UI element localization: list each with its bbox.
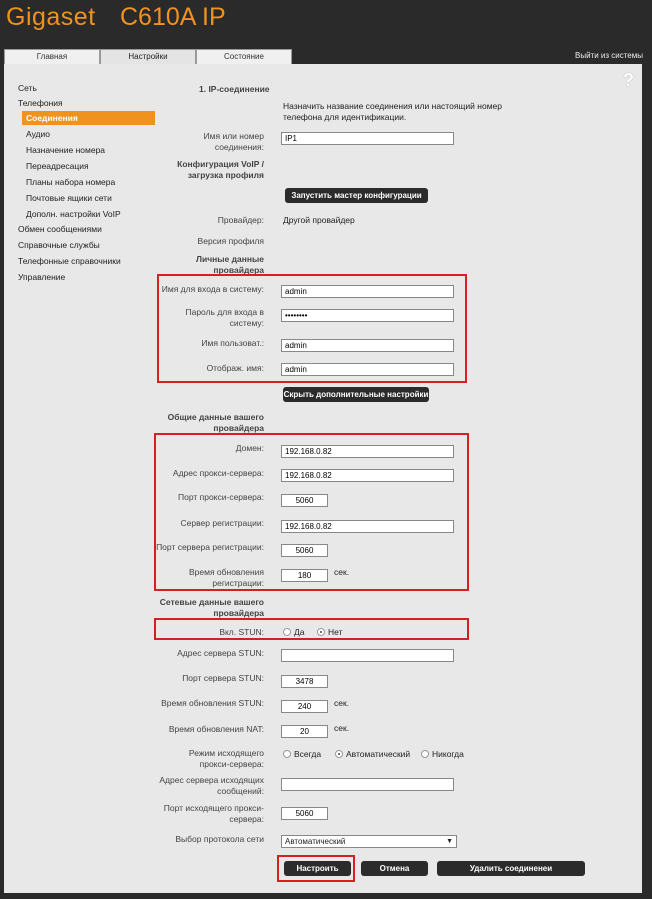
display-name-input[interactable]: admin: [281, 363, 454, 376]
proxy-address-input[interactable]: 192.168.0.82: [281, 469, 454, 482]
login-label: Имя для входа в систему:: [161, 284, 264, 294]
radio-selected-icon: [335, 750, 343, 758]
mode-always-radio[interactable]: Всегда: [283, 749, 321, 759]
password-label: Пароль для входа в систему:: [185, 307, 264, 328]
delete-connection-button[interactable]: Удалить соединенеи: [437, 861, 585, 876]
outbound-address-label: Адрес сервера исходящих сообщений:: [159, 775, 264, 796]
network-data-heading: Сетевые данные вашего провайдера: [159, 597, 264, 618]
radio-icon: [421, 750, 429, 758]
stun-refresh-input[interactable]: 240: [281, 700, 328, 713]
nav-messaging[interactable]: Обмен сообщениями: [18, 224, 102, 234]
dropdown-arrow-icon: ▼: [446, 838, 453, 845]
nat-refresh-label: Время обновления NAT:: [168, 724, 264, 734]
config-wizard-button[interactable]: Запустить мастер конфигурации: [285, 188, 428, 203]
intro-text: Назначить название соединения или настоящий номер телефона для идентификации.: [283, 101, 502, 122]
registrar-port-input[interactable]: 5060: [281, 544, 328, 557]
nav-directories[interactable]: Телефонные справочники: [18, 256, 121, 266]
stun-enable-label: Вкл. STUN:: [219, 627, 264, 637]
tab-settings[interactable]: Настройки: [100, 49, 196, 64]
stun-port-input[interactable]: 3478: [281, 675, 328, 688]
registrar-label: Сервер регистрации:: [180, 518, 264, 528]
nav-connections[interactable]: Соединения: [22, 111, 155, 125]
set-button[interactable]: Настроить: [284, 861, 351, 876]
proxy-address-label: Адрес прокси-сервера:: [172, 468, 264, 478]
login-input[interactable]: admin: [281, 285, 454, 298]
outbound-mode-label: Режим исходящего прокси-сервера:: [188, 748, 264, 769]
password-input[interactable]: ••••••••: [281, 309, 454, 322]
nav-info-services[interactable]: Справочные службы: [18, 240, 100, 250]
general-data-heading: Общие данные вашего провайдера: [167, 412, 264, 433]
provider-label: Провайдер:: [217, 215, 264, 225]
hide-advanced-button[interactable]: Скрыть дополнительные настройки: [283, 387, 429, 402]
connection-name-label: Имя или номер соединения:: [203, 131, 264, 152]
stun-address-input[interactable]: [281, 649, 454, 662]
header: [0, 0, 652, 48]
mode-auto-radio[interactable]: Автоматический: [335, 749, 410, 759]
registrar-port-label: Порт сервера регистрации:: [156, 542, 264, 552]
brand-logo: Gigaset: [6, 3, 96, 31]
display-name-label: Отображ. имя:: [206, 363, 264, 373]
domain-input[interactable]: 192.168.0.82: [281, 445, 454, 458]
nat-refresh-unit: сек.: [334, 723, 350, 733]
tab-home[interactable]: Главная: [4, 49, 100, 64]
main-panel: [4, 64, 642, 893]
outbound-port-input[interactable]: 5060: [281, 807, 328, 820]
protocol-label: Выбор протокола сети: [175, 834, 264, 844]
help-icon[interactable]: ?: [623, 70, 634, 90]
outbound-port-label: Порт исходящего прокси- сервера:: [163, 803, 264, 824]
reg-refresh-label: Время обновления регистрации:: [188, 567, 264, 588]
voip-config-label: Конфигурация VoIP / загрузка профиля: [177, 159, 264, 180]
cancel-button[interactable]: Отмена: [361, 861, 428, 876]
registrar-input[interactable]: 192.168.0.82: [281, 520, 454, 533]
nav-management[interactable]: Управление: [18, 272, 66, 282]
provider-value: Другой провайдер: [283, 215, 355, 225]
nav-forwarding[interactable]: Переадресация: [26, 161, 89, 171]
nav-audio[interactable]: Аудио: [26, 129, 50, 139]
proxy-port-input[interactable]: 5060: [281, 494, 328, 507]
tab-status[interactable]: Состояние: [196, 49, 292, 64]
nav-network[interactable]: Сеть: [18, 83, 37, 93]
proxy-port-label: Порт прокси-сервера:: [177, 492, 264, 502]
radio-selected-icon: [317, 628, 325, 636]
radio-icon: [283, 628, 291, 636]
model-name: C610A IP: [120, 3, 226, 31]
stun-port-label: Порт сервера STUN:: [182, 673, 264, 683]
nav-dialing-plans[interactable]: Планы набора номера: [26, 177, 116, 187]
logout-link[interactable]: Выйти из системы: [574, 51, 643, 60]
section-title: 1. IP-соединение: [199, 84, 270, 94]
nav-advanced-voip[interactable]: Дополн. настройки VoIP: [26, 209, 121, 219]
reg-refresh-unit: сек.: [334, 567, 350, 577]
highlight-stun: [154, 618, 469, 640]
stun-yes-radio[interactable]: Да: [283, 627, 304, 637]
connection-name-input[interactable]: IP1: [281, 132, 454, 145]
stun-refresh-unit: сек.: [334, 698, 350, 708]
nav-number-assignment[interactable]: Назначение номера: [26, 145, 106, 155]
personal-data-heading: Личные данные провайдера: [196, 254, 264, 275]
radio-icon: [283, 750, 291, 758]
domain-label: Домен:: [235, 443, 264, 453]
reg-refresh-input[interactable]: 180: [281, 569, 328, 582]
stun-address-label: Адрес сервера STUN:: [177, 648, 264, 658]
protocol-select[interactable]: Автоматический ▼: [281, 835, 457, 848]
profile-version-label: Версия профиля: [197, 236, 264, 246]
username-input[interactable]: admin: [281, 339, 454, 352]
username-label: Имя пользоват.:: [201, 338, 264, 348]
stun-refresh-label: Время обновления STUN:: [161, 698, 264, 708]
nav-mailboxes[interactable]: Почтовые ящики сети: [26, 193, 112, 203]
outbound-address-input[interactable]: [281, 778, 454, 791]
nav-telephony[interactable]: Телефония: [18, 98, 63, 108]
mode-never-radio[interactable]: Никогда: [421, 749, 464, 759]
nat-refresh-input[interactable]: 20: [281, 725, 328, 738]
stun-no-radio[interactable]: Нет: [317, 627, 342, 637]
